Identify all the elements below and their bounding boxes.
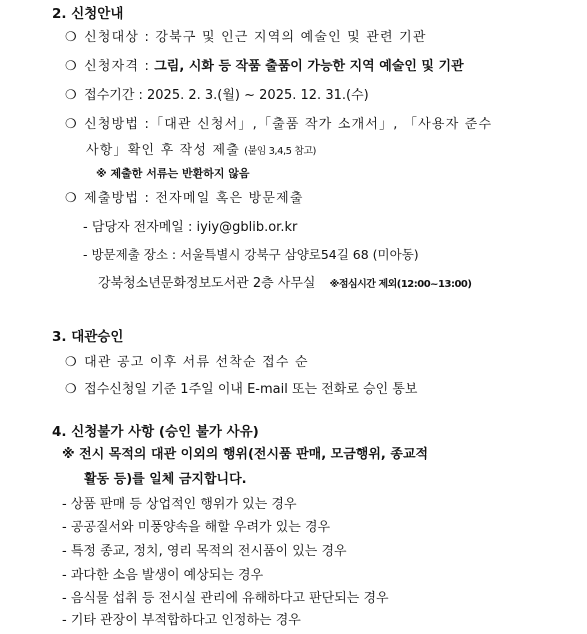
circle-bullet-icon: ❍ — [65, 59, 77, 74]
list-item-period — [65, 87, 369, 105]
lunch-note: ※점심시간 제외(12:00~13:00) — [329, 279, 472, 290]
return-note: ※ 제출한 서류는 반환하지 않음 — [96, 167, 250, 180]
section-4-title: 4. 신청불가 사항 (승인 불가 사유) — [52, 424, 259, 440]
qualification-value: 그림, 시화 등 작품 출품이 가능한 지역 예술인 및 기관 — [154, 59, 464, 74]
list-item-target — [65, 29, 427, 47]
restriction-item: - 음식물 섭취 등 전시실 관리에 유해하다고 판단되는 경우 — [62, 591, 389, 606]
method-line-2: 사항」확인 후 작성 제출 — [86, 143, 241, 158]
section-2-title: 2. 신청안내 — [52, 6, 124, 22]
warning-line-1: ※ 전시 목적의 대관 이외의 행위(전시품 판매, 모금행위, 종교적 — [62, 447, 429, 462]
restriction-item: - 과다한 소음 발생이 예상되는 경우 — [62, 568, 264, 583]
circle-bullet-icon: ❍ — [65, 355, 77, 370]
qualification-label: 신청자격 : — [84, 59, 151, 74]
restriction-item: - 상품 판매 등 상업적인 행위가 있는 경우 — [62, 497, 297, 512]
email-line: - 담당자 전자메일 : iyiy@gblib.or.kr — [83, 220, 298, 235]
method-line-1: 신청방법 :「대관 신청서」,「출품 작가 소개서」, 「사용자 준수 — [84, 117, 493, 132]
target-text: 신청대상 : 강북구 및 인근 지역의 예술인 및 관련 기관 — [84, 30, 427, 45]
approval-text-1: 대관 공고 이후 서류 선착순 접수 순 — [84, 355, 309, 370]
list-item-approval-2 — [65, 381, 417, 399]
restriction-item: - 기타 관장이 부적합하다고 인정하는 경우 — [62, 613, 301, 628]
method-note: (붙임 3,4,5 참고) — [244, 146, 316, 157]
circle-bullet-icon: ❍ — [65, 30, 77, 45]
visit-line-2-row — [98, 275, 471, 294]
approval-text-2: 접수신청일 기준 1주일 이내 E-mail 또는 전화로 승인 통보 — [84, 382, 418, 397]
visit-line-2: 강북청소년문화정보도서관 2층 사무실 — [98, 276, 316, 291]
circle-bullet-icon: ❍ — [65, 382, 77, 397]
circle-bullet-icon: ❍ — [65, 191, 77, 206]
section-3-title: 3. 대관승인 — [52, 329, 124, 345]
list-item-submit — [65, 190, 304, 208]
restriction-item: - 특정 종교, 정치, 영리 목적의 전시품이 있는 경우 — [62, 544, 347, 559]
circle-bullet-icon: ❍ — [65, 117, 77, 132]
method-line-2-row — [86, 142, 316, 161]
circle-bullet-icon: ❍ — [65, 88, 77, 103]
list-item-qualification — [65, 58, 464, 76]
warning-line-2: 활동 등)를 일체 금지합니다. — [84, 472, 247, 487]
list-item-approval-1 — [65, 354, 309, 372]
visit-line-1: - 방문제출 장소 : 서울특별시 강북구 삼양로54길 68 (미아동) — [83, 247, 419, 262]
submit-text: 제출방법 : 전자메일 혹은 방문제출 — [84, 191, 304, 206]
period-text: 접수기간 : 2025. 2. 3.(월) ~ 2025. 12. 31.(수) — [84, 88, 369, 103]
list-item-method — [65, 116, 492, 134]
restriction-item: - 공공질서와 미풍양속을 해할 우려가 있는 경우 — [62, 520, 331, 535]
